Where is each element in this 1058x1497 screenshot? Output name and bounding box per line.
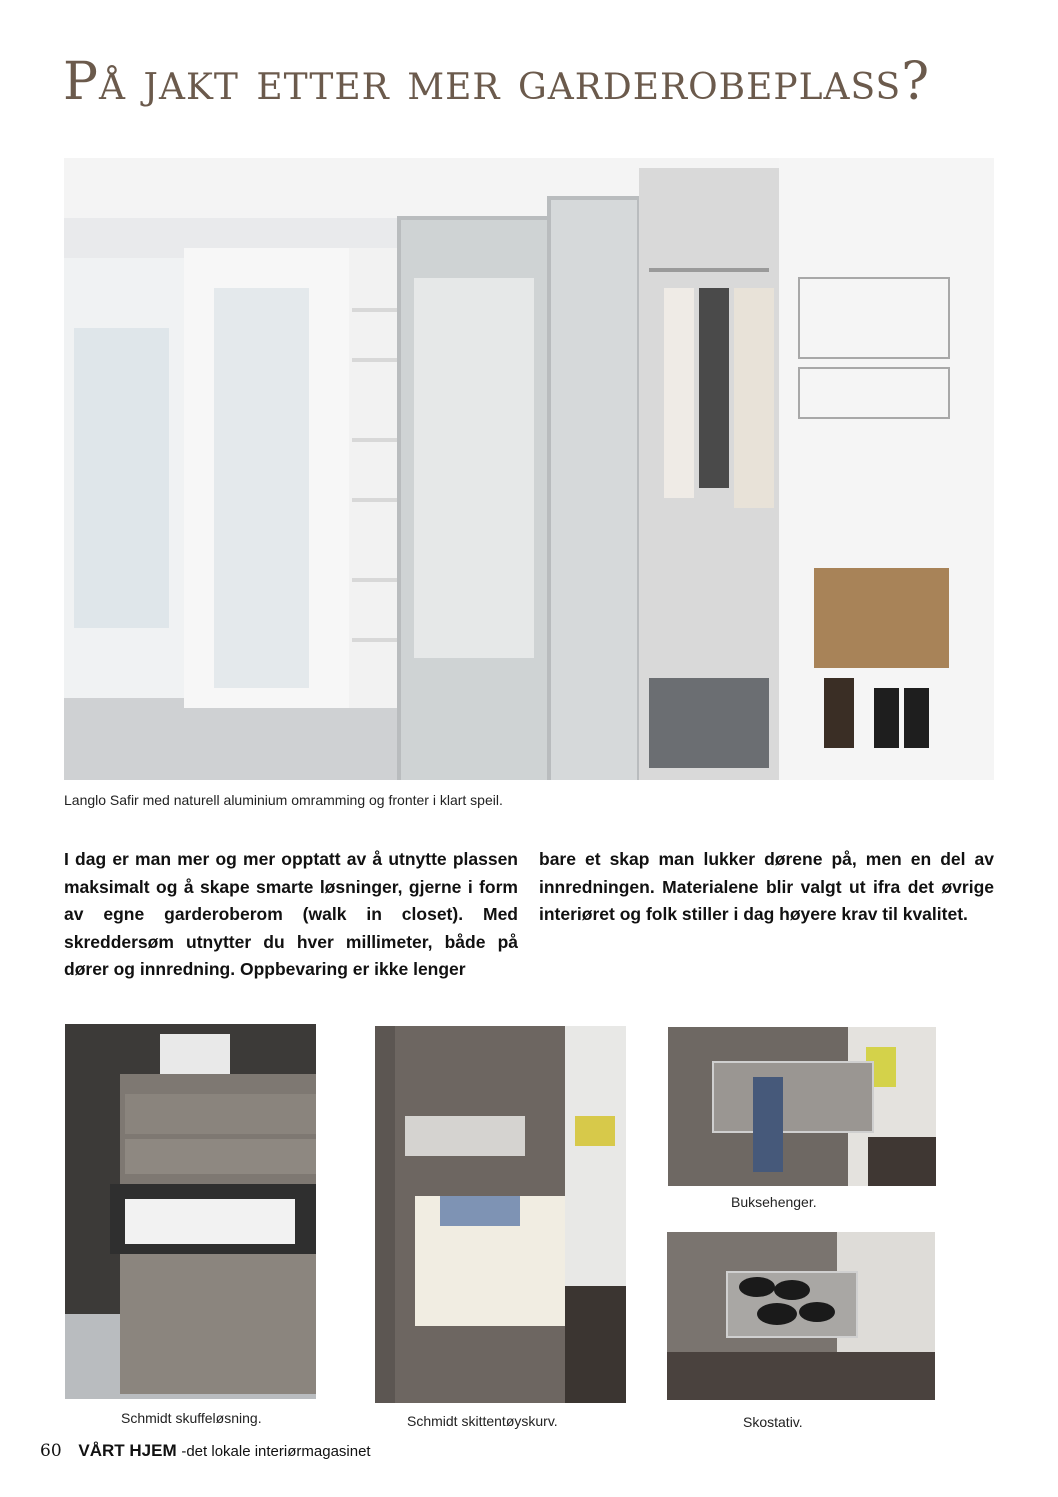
magazine-brand: VÅRT HJEM <box>78 1441 177 1460</box>
trousers-caption: Buksehenger. <box>731 1194 817 1210</box>
drawers-photo <box>65 1024 316 1399</box>
page-title: På jakt etter mer garderobeplass? <box>63 52 931 112</box>
page-number: 60 <box>40 1441 62 1461</box>
laundry-basket-photo <box>375 1026 626 1403</box>
trouser-hanger-photo <box>668 1027 936 1186</box>
shoe-rack-photo <box>667 1232 935 1400</box>
laundry-caption: Schmidt skittentøyskurv. <box>407 1413 558 1429</box>
magazine-tagline: -det lokale interiørmagasinet <box>181 1443 371 1460</box>
hero-caption: Langlo Safir med naturell aluminium omramming og fronter i klart speil. <box>64 792 503 808</box>
drawers-caption: Schmidt skuffeløsning. <box>121 1410 262 1426</box>
body-column-2: bare et skap man lukker dørene på, men en del av innredningen. Materialene blir valgt ut ifra det øvrige interiøret og folk stiller i dag høyere krav til kvalitet. <box>539 849 994 924</box>
shoes-caption: Skostativ. <box>743 1414 803 1430</box>
body-column-1: I dag er man mer og mer opptatt av å utnytte plassen maksimalt og å skape smarte løsninger, gjerne i form av egne garderoberom (walk in closet). Med skreddersøm utnytter du hver millimeter, både på dører og innredning. Oppbevaring er ikke lenger <box>64 849 518 979</box>
page-footer <box>40 1441 371 1461</box>
hero-wardrobe-photo <box>64 158 994 780</box>
